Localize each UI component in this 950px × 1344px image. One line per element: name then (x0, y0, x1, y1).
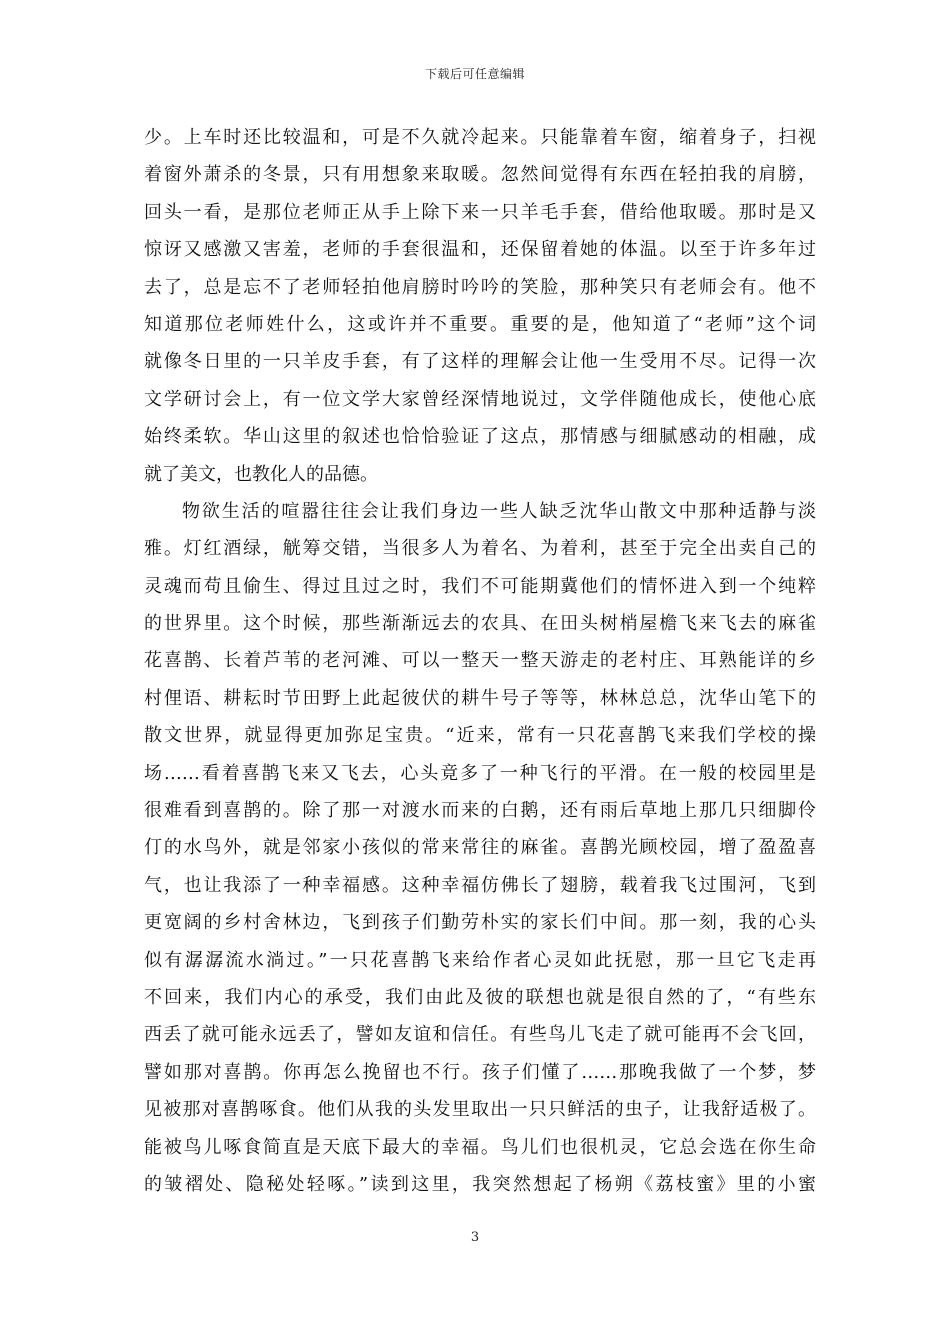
paragraph-line: 始终柔软。华山这里的叙述也恰恰验证了这点，那情感与细腻感动的相融，成 (144, 426, 816, 448)
paragraph-line: 譬如那对喜鹊。你再怎么挽留也不行。孩子们懂了……那晚我做了一个梦，梦 (144, 1061, 816, 1083)
page-number: 3 (470, 1230, 480, 1245)
paragraph-line: 着窗外萧杀的冬景，只有用想象来取暖。忽然间觉得有东西在轻拍我的肩膀， (144, 164, 816, 186)
paragraph-line: 能被鸟儿啄食简直是天底下最大的幸福。鸟儿们也很机灵，它总会选在你生命 (144, 1136, 816, 1158)
paragraph-line: 灵魂而苟且偷生、得过且过之时，我们不可能期冀他们的情怀进入到一个纯粹 (144, 575, 816, 597)
paragraph-line: 花喜鹊、长着芦苇的老河滩、可以一整天一整天游走的老村庄、耳熟能详的乡 (144, 650, 816, 672)
paragraph-line: 就像冬日里的一只羊皮手套，有了这样的理解会让他一生受用不尽。记得一次 (144, 351, 816, 373)
paragraph-line: 去了，总是忘不了老师轻拍他肩膀时吟吟的笑脸，那种笑只有老师会有。他不 (144, 276, 816, 298)
paragraph-line: 文学研讨会上，有一位文学大家曾经深情地说过，文学伴随他成长，使他心底 (144, 388, 816, 410)
paragraph-line: 少。上车时还比较温和，可是不久就冷起来。只能靠着车窗，缩着身子，扫视 (144, 127, 816, 148)
paragraph-line: 西丢了就可能永远丢了，譬如友谊和信任。有些鸟儿飞走了就可能再不会飞回， (144, 1024, 816, 1046)
paragraph-1 (144, 119, 816, 493)
document-body (144, 119, 816, 1203)
page-header: 下载后可任意编辑 (424, 67, 525, 81)
paragraph-line: 不回来，我们内心的承受，我们由此及彼的联想也就是很自然的了，“有些东 (144, 986, 816, 1008)
paragraph-line: 的世界里。这个时候，那些渐渐远去的农具、在田头树梢屋檐飞来飞去的麻雀 (144, 613, 816, 635)
paragraph-line: 村俚语、耕耘时节田野上此起彼伏的耕牛号子等等，林林总总，沈华山笔下的 (144, 687, 816, 709)
paragraph-line: 物欲生活的喧嚣往往会让我们身边一些人缺乏沈华山散文中那种适静与淡 (182, 500, 816, 522)
paragraph-line: 惊讶又感激又害羞，老师的手套很温和，还保留着她的体温。以至于许多年过 (144, 239, 816, 261)
paragraph-line: 就了美文，也教化人的品德。 (144, 463, 378, 485)
paragraph-line: 似有潺潺流水淌过。”一只花喜鹊飞来给作者心灵如此抚慰，那一旦它飞走再 (144, 949, 816, 971)
paragraph-2 (144, 493, 816, 1203)
paragraph-line: 雅。灯红酒绿，觥筹交错，当很多人为着名、为着利，甚至于完全出卖自己的 (144, 538, 816, 560)
paragraph-line: 场……看着喜鹊飞来又飞去，心头竟多了一种飞行的平滑。在一般的校园里是 (144, 762, 816, 784)
paragraph-line: 仃的水鸟外，就是邻家小孩似的常来常往的麻雀。喜鹊光顾校园，增了盈盈喜 (144, 837, 816, 859)
paragraph-line: 散文世界，就显得更加弥足宝贵。“近来，常有一只花喜鹊飞来我们学校的操 (144, 725, 816, 747)
paragraph-line: 很难看到喜鹊的。除了那一对渡水而来的白鹅，还有雨后草地上那几只细脚伶 (144, 800, 816, 822)
paragraph-line: 的皱褶处、隐秘处轻啄。”读到这里，我突然想起了杨朔《荔枝蜜》里的小蜜 (144, 1173, 816, 1195)
paragraph-line: 更宽阔的乡村舍林边，飞到孩子们勤劳朴实的家长们中间。那一刻，我的心头 (144, 912, 816, 934)
paragraph-line: 回头一看，是那位老师正从手上除下来一只羊毛手套，借给他取暖。那时是又 (144, 201, 816, 223)
paragraph-line: 知道那位老师姓什么，这或许并不重要。重要的是，他知道了“老师”这个词 (144, 313, 816, 335)
paragraph-line: 气，也让我添了一种幸福感。这种幸福仿佛长了翅膀，载着我飞过围河，飞到 (144, 874, 816, 896)
paragraph-line: 见被那对喜鹊啄食。他们从我的头发里取出一只只鲜活的虫子，让我舒适极了。 (144, 1099, 816, 1121)
